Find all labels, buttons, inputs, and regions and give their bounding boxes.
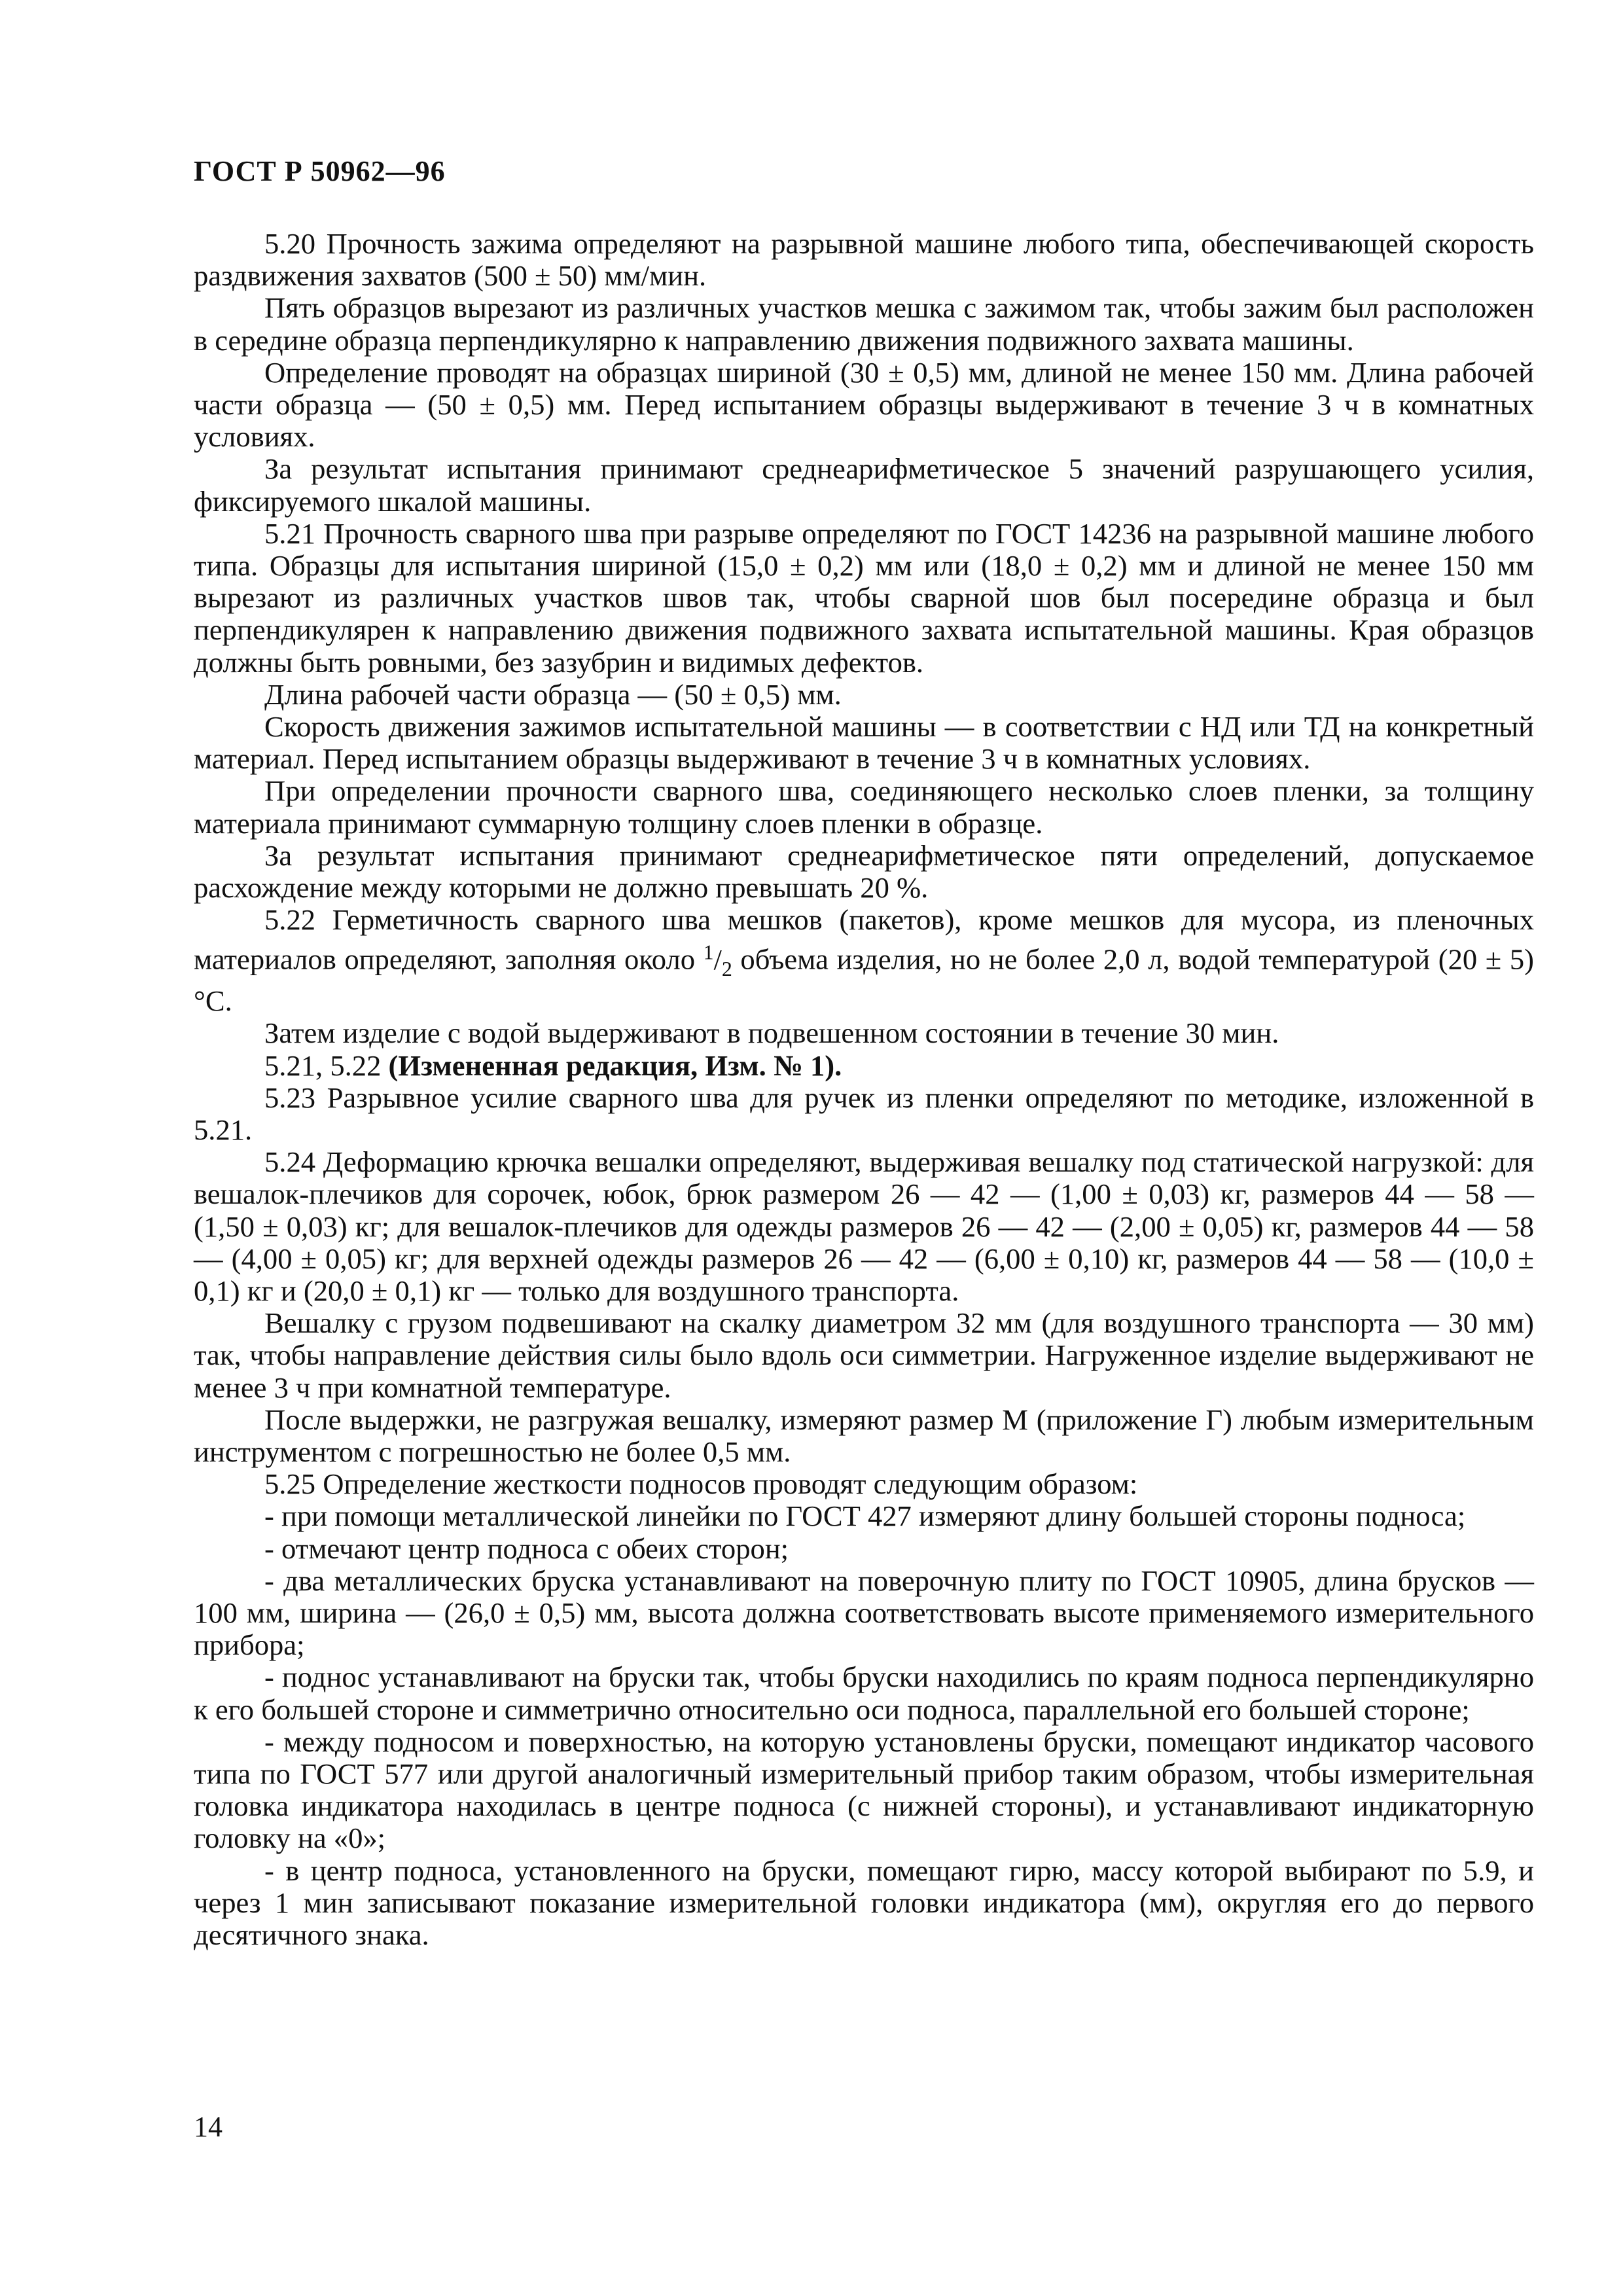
paragraph-5-21: 5.21 Прочность сварного шва при разрыве определяют по ГОСТ 14236 на разрывной машине любого типа. Образцы для испытания шириной (15,0 ± 0,2) мм или (18,0 ± 0,2) мм и длиной не менее 150 мм вырезают из различных участков швов так, чтобы сварной шов был посередине образца и был перпендикулярен к направлению движения подвижного захвата испытательной машины. Края образцов должны быть ровными, без зазубрин и видимых дефектов. [194,516,1534,679]
document-body [194,228,1534,1951]
paragraph-5-25: 5.25 Определение жесткости подносов проводят следующим образом: [264,1467,1138,1501]
paragraph-5-22-after: объема изделия, но не более 2,0 л, водой температурой (20 ± 5) °C. [194,943,1534,1018]
paragraph-5-22 [194,904,1534,1017]
paragraph: За результат испытания принимают среднеарифметическое 5 значений разрушающего усилия, фиксируемого шкалой машины. [194,452,1534,518]
paragraph-5-24: 5.24 Деформацию крючка вешалки определяют, выдерживая вешалку под статической нагрузкой: для вешалок-плечиков для сорочек, юбок, брюк размером 26 — 42 — (1,00 ± 0,03) кг, размеров 44 — 58 — (1,50 ± 0,03) кг; для вешалок-плечиков для одежды размеров 26 — 42 — (2,00 ± 0,05) кг, размеров 44 — 58 — (4,00 ± 0,05) кг; для верхней одежды размеров 26 — 42 — (6,00 ± 0,10) кг, размеров 44 — 58 — (10,0 ± 0,1) кг и (20,0 ± 0,1) кг — только для воздушного транспорта. [194,1145,1534,1307]
paragraph: При определении прочности сварного шва, соединяющего несколько слоев пленки, за толщину материала принимают суммарную толщину слоев пленки в образце. [194,774,1534,840]
paragraph-5-23: 5.23 Разрывное усилие сварного шва для ручек из пленки определяют по методике, изложенной в 5.21. [194,1081,1534,1146]
paragraph-5-20: 5.20 Прочность зажима определяют на разрывной машине любого типа, обеспечивающей скорость раздвижения захватов (500 ± 50) мм/мин. [194,227,1534,293]
paragraph: После выдержки, не разгружая вешалку, измеряют размер М (приложение Г) любым измерительным инструментом с погрешностью не более 0,5 мм. [194,1403,1534,1468]
amendment-note [194,1050,1534,1082]
paragraph: За результат испытания принимают среднеарифметическое пяти определений, допускаемое расхождение между которыми не должно превышать 20 %. [194,838,1534,905]
paragraph: Скорость движения зажимов испытательной машины — в соответствии с НД или ТД на конкретный материал. Перед испытанием образцы выдерживают в течение 3 ч в комнатных условиях. [194,710,1534,776]
amendment-ref: 5.21, 5.22 [264,1049,389,1082]
list-item: - поднос устанавливают на бруски так, чтобы бруски находились по краям подноса перпендикулярно к его большей стороне и симметрично относительно оси подноса, параллельной его большей стороне; [194,1660,1534,1726]
fraction-denominator: 2 [721,956,732,980]
fraction-numerator: 1 [703,940,714,964]
paragraph: Определение проводят на образцах шириной (30 ± 0,5) мм, длиной не менее 150 мм. Длина рабочей части образца — (50 ± 0,5) мм. Перед испытанием образцы выдерживают в течение 3 ч в комнатных условиях. [194,355,1534,454]
list-item: - между подносом и поверхностью, на которую установлены бруски, помещают индикатор часового типа по ГОСТ 577 или другой аналогичный измерительный прибор таким образом, чтобы измерительная головка индикатора находилась в центре подноса (с нижней стороны), и устанавливают индикаторную головку на «0»; [194,1725,1534,1855]
list-item: - отмечают центр подноса с обеих сторон; [264,1532,789,1565]
document-header: ГОСТ Р 50962—96 [194,155,446,187]
paragraph: Вешалку с грузом подвешивают на скалку диаметром 32 мм (для воздушного транспорта — 30 мм) так, чтобы направление действия силы было вдоль оси симметрии. Нагруженное изделие выдерживают не менее 3 ч при комнатной температуре. [194,1306,1534,1404]
list-item: - в центр подноса, установленного на бруски, помещают гирю, массу которой выбирают по 5.9, и через 1 мин записывают показание измерительной головки индикатора (мм), округляя его до первого десятичного знака. [194,1854,1534,1952]
page-number: 14 [194,2111,223,2143]
paragraph: Пять образцов вырезают из различных участков мешка с зажимом так, чтобы зажим был расположен в середине образца перпендикулярно к направлению движения подвижного захвата машины. [194,291,1534,357]
paragraph: Затем изделие с водой выдерживают в подвешенном состоянии в течение 30 мин. [264,1016,1279,1050]
amendment-text: (Измененная редакция, Изм. № 1). [388,1049,842,1082]
fraction-separator: / [713,944,722,977]
list-item: - при помощи металлической линейки по ГОСТ 427 измеряют длину большей стороны подноса; [264,1499,1466,1533]
list-item: - два металлических бруска устанавливают на поверочную плиту по ГОСТ 10905, длина брусков — 100 мм, ширина — (26,0 ± 0,5) мм, высота должна соответствовать высоте применяемого измерительного прибора; [194,1564,1534,1662]
fraction-one-half [703,940,732,980]
paragraph-5-22-before: 5.22 Герметичность сварного шва мешков (пакетов), кроме мешков для мусора, из пленочных материалов определяют, заполняя около [194,903,1534,977]
paragraph: Длина рабочей части образца — (50 ± 0,5) мм. [264,677,842,711]
